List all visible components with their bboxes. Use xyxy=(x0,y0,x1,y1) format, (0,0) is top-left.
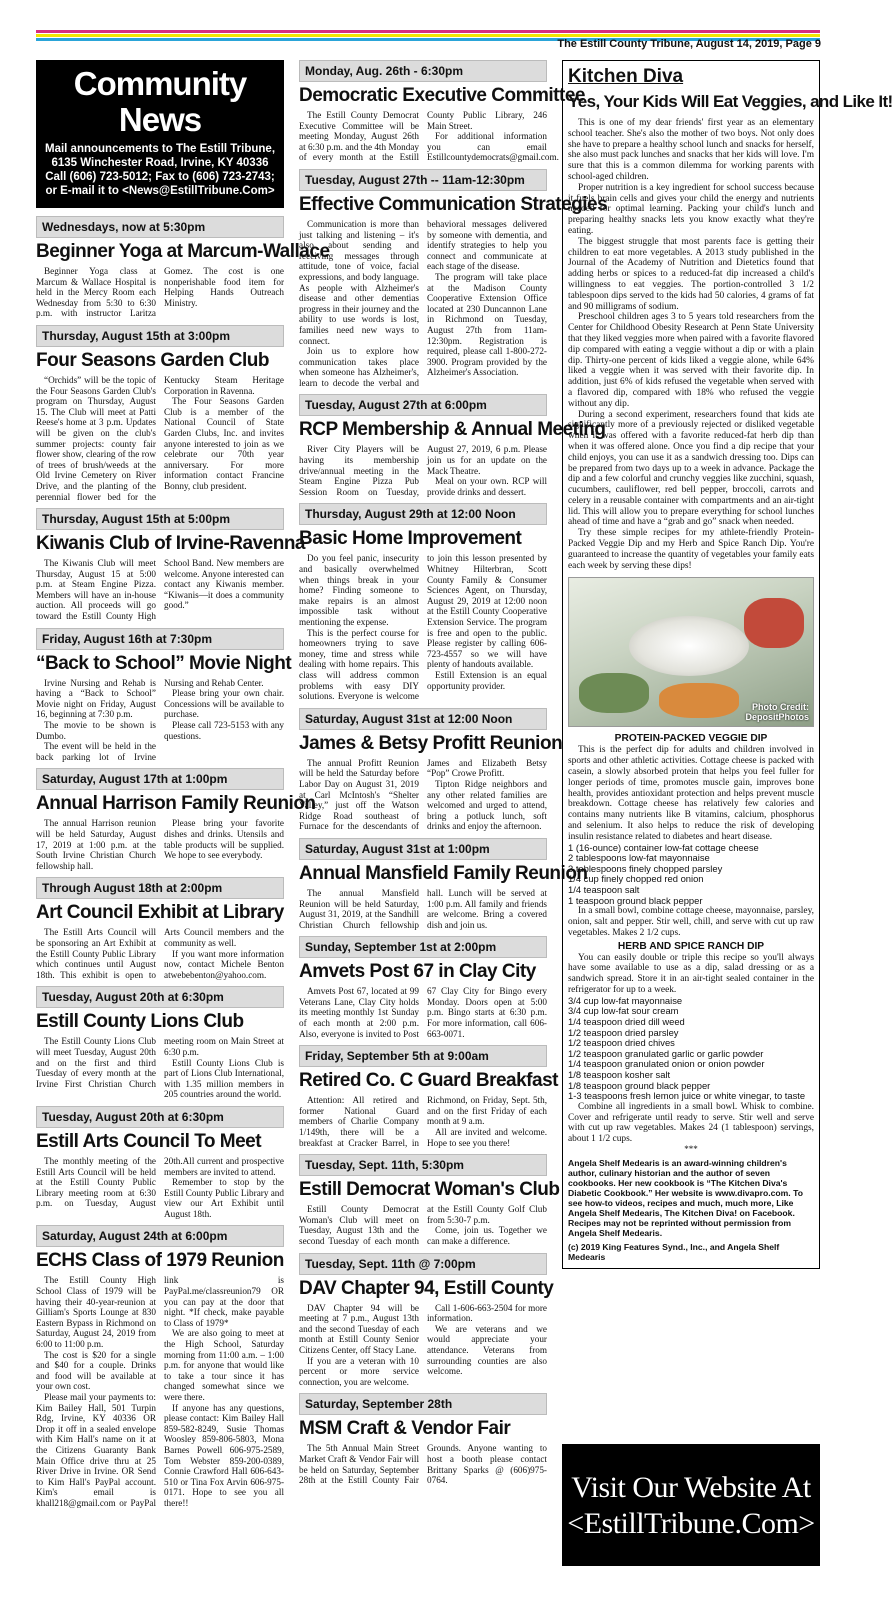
event-paragraph: We are veterans and we would appreciate your attendance. Veterans from surrounding counties are also welcome. xyxy=(427,1323,547,1377)
event-date-band: Tuesday, August 20th at 6:30pm xyxy=(36,986,284,1008)
recipe1-ingredients xyxy=(568,843,814,907)
event-paragraph: Estill County Lions Club is part of Lions Club International, with 1.35 million members in 205 countries around the world. xyxy=(164,1057,284,1100)
ingredient-item: 1 teaspoon ground black pepper xyxy=(568,894,703,906)
event-body xyxy=(299,758,547,832)
event-paragraph: Irvine Nursing and Rehab is having a “Back to School” Movie night on Friday, August 16, beginning at 7:30 p.m. xyxy=(36,677,156,720)
event-body xyxy=(299,1303,547,1388)
event-date-band: Saturday, September 28th xyxy=(299,1393,547,1415)
recipe2-intro: You can easily double or triple this recipe so you'll always have some available to use as a dip, salad dressing or as a sandwich spread. Store it in an air-tight sealed container in the refrigerator for up to a week. xyxy=(568,952,814,995)
event-body xyxy=(36,375,284,502)
event-headline: ECHS Class of 1979 Reunion xyxy=(36,1250,284,1272)
event-paragraph: “Orchids” will be the topic of the Four Seasons Garden Club's program on Thursday, August 15. The Club will meet at Patti Reese's home at 3 p.m. Updates will be given on the club's summer projects: county fair flower show, clearing of the row of trees of brush/weeds at the Old Irvine Cemetery on River Drive, and the planting of the perennial flower bed for the Kentucky Steam Heritage Corporation in Ravenna. xyxy=(36,374,284,502)
ingredient-item: 1/8 teaspoon ground black pepper xyxy=(568,1079,711,1091)
community-news-title: Community News xyxy=(73,65,247,138)
event-headline: Annual Mansfield Family Reunion xyxy=(299,862,588,884)
event-paragraph: Do you feel panic, insecurity and basically overwhelmed when things break in your home? Finding someone to make repairs is an almost impossible task without mentioning the expense. xyxy=(299,553,419,627)
event-item xyxy=(299,1393,547,1485)
event-paragraph: All are invited and welcome. Hope to see you there! xyxy=(427,1127,547,1148)
ingredient-item: 1/8 teaspoon kosher salt xyxy=(568,1068,671,1080)
event-date-band: Thursday, August 15th at 5:00pm xyxy=(36,508,284,530)
event-body xyxy=(299,1443,547,1485)
intro-paragraph: This is one of my dear friends' first year as an elementary school teacher. She's also the mother of two boys. Not only does she have to prepare a healthy school lunch and snacks for herself, she also must pack lunches and snacks that her kids will love. I'm sure that this is a common dilemma for working parents with school-aged children. xyxy=(568,118,814,182)
event-item xyxy=(299,60,585,163)
kitchen-diva-intro xyxy=(568,118,814,571)
event-item xyxy=(36,216,330,319)
event-headline: Retired Co. C Guard Breakfast xyxy=(299,1070,558,1092)
event-paragraph: The Estill County Lions Club will meet Tuesday, August 20th and on the first and third Tuesday of every month at the Irvine First Christian Church meeting room on Main Street at 6:30 p.m. xyxy=(36,1036,284,1089)
event-item xyxy=(299,1253,554,1388)
event-paragraph: The annual Mansfield Reunion will be held Saturday, August 31, 2019, at the Sandhill Christian Church fellowship hall. Lunch will be served at 1:00 p.m. All family and friends are welcome. Bring a covered dish and join us. xyxy=(299,887,547,930)
event-headline: Democratic Executive Committee xyxy=(299,85,585,106)
event-item xyxy=(299,838,588,930)
event-paragraph: Please mail your payments to: Kim Bailey Hall, 501 Turpin Rdg, Irvine, KY 40336 OR Drop it off in a sealed envelope with Kim Hall's name on it at the Citizens Guaranty Bank Main Office drive thru at 25 River Drive in Irvine. OR Send to Kim Hall's PayPal account. Kim's email is khall218@gmail.com or PayPal link is PayPal.me/classreunion79 OR you can pay at the door that night. *If check, make payable to Class of 1979* xyxy=(36,1275,284,1508)
event-paragraph: Call 1-606-663-2504 for more information. xyxy=(427,1302,547,1324)
event-item xyxy=(299,708,563,832)
event-paragraph: The Estill Arts Council will be sponsoring an Art Exhibit at the Estill County Public Library which continues until August 18th. This exhibit is open to Arts Council members and the community as well. xyxy=(36,927,284,980)
event-paragraph: Join us to explore how communication takes place when someone has Alzheimer's, learn to decode the verbal and behavioral messages delivered by someone with dementia, and identify strategies to help you connect and communicate at each stage of the disease. xyxy=(299,218,547,388)
ingredient-item: 3 tablespoons finely chopped parsley xyxy=(568,862,723,874)
event-paragraph: Estill Extension is an equal opportunity provider. xyxy=(427,669,547,691)
event-item xyxy=(36,986,284,1100)
event-paragraph: The event will be held in the back parking lot of Irvine Nursing and Rehab Center. xyxy=(36,677,264,762)
event-date-band: Saturday, August 17th at 1:00pm xyxy=(36,768,284,790)
event-date-band: Tuesday, August 27th -- 11am-12:30pm xyxy=(299,169,547,191)
event-paragraph: The annual Harrison reunion will be held Saturday, August 17, 2019 at 1:00 p.m. at the South Irvine Christian Church fellowship hall. xyxy=(36,818,156,871)
event-paragraph: The Kiwanis Club will meet Thursday, August 15 at 5:00 p.m. at Steam Engine Pizza. Members will have an in-house auction. All proceeds will go toward the Estill County High School Band. New members are welcome. Anyone interested can contact any Kiwanis member. “Kiwanis—it does a community good.” xyxy=(36,558,284,622)
photo-credit: Photo Credit: DepositPhotos xyxy=(745,702,809,723)
ingredient-item: 1/2 teaspoon dried chives xyxy=(568,1037,675,1049)
event-headline: Annual Harrison Family Reunion xyxy=(36,793,316,815)
event-paragraph: Tipton Ridge neighbors and any other related families are welcomed and urged to attend, bring a potluck lunch, soft drinks and enjoy the afternoon. xyxy=(427,778,547,832)
kitchen-diva-box xyxy=(562,60,893,1269)
event-body xyxy=(299,219,547,389)
event-headline: Four Seasons Garden Club xyxy=(36,349,269,371)
page-line: The Estill County Tribune, August 14, 2019, Page 9 xyxy=(557,38,821,50)
event-date-band: Friday, August 16th at 7:30pm xyxy=(36,628,284,650)
event-paragraph: Please bring your own chair. Concessions will be available to purchase. xyxy=(164,688,284,720)
left-column xyxy=(36,60,330,1515)
event-date-band: Tuesday, Sept. 11th @ 7:00pm xyxy=(299,1253,547,1275)
event-paragraph: If you want more information now, contact Michele Benton atwebebenton@yahoo.com. xyxy=(164,948,284,980)
event-item xyxy=(299,503,547,701)
event-date-band: Through August 18th at 2:00pm xyxy=(36,877,284,899)
event-headline: Estill Arts Council To Meet xyxy=(36,1130,262,1152)
copyright: (c) 2019 King Features Synd., Inc., and Angela Shelf Medearis xyxy=(568,1241,780,1262)
ingredient-item: 1/4 teaspoon granulated onion or onion powder xyxy=(568,1058,765,1070)
event-paragraph: Communication is more than just talking and listening – it's also about sending and receiving messages through attitude, tone of voice, facial expressions, and body language. As people with Alzheimer's disease and other dementias progress in their journey and the ability to use words is lost, families need new ways to connect. xyxy=(299,218,419,346)
ingredient-item: 1/2 teaspoon dried parsley xyxy=(568,1026,679,1038)
ingredient-item: 1 (16-ounce) container low-fat cottage cheese xyxy=(568,841,759,853)
left-events xyxy=(36,216,330,1509)
event-paragraph: Meal on your own. RCP will provide drinks and dessert. xyxy=(427,476,547,497)
event-item xyxy=(36,325,284,502)
author-bio: Angela Shelf Medearis is an award-winning children's author, culinary historian and the author of seven cookbooks. Her new cookbook is “The Kitchen Diva's Diabetic Cookbook.” Her website is www.divapro.com. To see how-to videos, recipes and much, much more, Like Angela Shelf Medearis, The Kitchen Diva! on Facebook. Recipes may not be reprinted without permission from Angela Shelf Medearis. xyxy=(568,1157,803,1238)
event-paragraph: The 5th Annual Main Street Market Craft & Vendor Fair will be held on Saturday, September 28th at the Estill County Fair Grounds. Anyone wanting to host a booth please contact Brittany Sparks @ (606)975-0764. xyxy=(299,1443,547,1486)
event-date-band: Tuesday, Sept. 11th, 5:30pm xyxy=(299,1154,547,1176)
recipe1-directions: In a small bowl, combine cottage cheese, mayonnaise, parsley, onion, salt and pepper. Stir well, chill, and serve with cut up raw vegetables. Makes 2 1/2 cups. xyxy=(568,906,814,938)
event-paragraph: DAV Chapter 94 will be meeting at 7 p.m., August 13th and the second Tuesday of each month at Estill County Senior Citizens Center, off Stacy Lane. xyxy=(299,1302,419,1355)
event-body xyxy=(36,558,284,622)
event-paragraph: The movie to be shown is Dumbo. xyxy=(36,720,156,741)
event-date-band: Thursday, August 15th at 3:00pm xyxy=(36,325,284,347)
event-paragraph: Attention: All retired and former National Guard members of Charlie Company 1/149th, there will be a breakfast at Cracker Barrel, in Richmond, on Friday, Sept. 5th, and on the first Friday of each month at 9 a.m. xyxy=(299,1095,547,1148)
ingredient-item: 2 tablespoons low-fat mayonnaise xyxy=(568,852,710,864)
dip-bowl xyxy=(629,616,749,676)
event-headline: Art Council Exhibit at Library xyxy=(36,902,284,924)
event-paragraph: For additional information you can email Estillcountydemocrats@gmail.com. xyxy=(427,131,559,163)
event-date-band: Tuesday, August 20th at 6:30pm xyxy=(36,1106,284,1128)
event-body xyxy=(299,553,547,701)
event-item xyxy=(299,936,547,1039)
event-paragraph: Please call 723-5153 with any questions. xyxy=(164,720,284,741)
event-date-band: Wednesdays, now at 5:30pm xyxy=(36,216,284,238)
event-headline: DAV Chapter 94, Estill County xyxy=(299,1277,554,1299)
event-body xyxy=(36,818,284,871)
event-item xyxy=(36,628,292,763)
event-body xyxy=(36,266,284,319)
event-body xyxy=(299,444,547,497)
event-item xyxy=(36,508,305,622)
ingredient-item: 1/2 teaspoon granulated garlic or garlic powder xyxy=(568,1047,764,1059)
event-date-band: Friday, September 5th at 9:00am xyxy=(299,1045,547,1067)
event-paragraph: If anyone has any questions, please contact: Kim Bailey Hall 859-582-8249, Susie Thomas Woosley 859-806-5803, Mona Barnes Powell 606-975-2589, Tom Webster 859-200-0389, Connie Crawford Hall 606-643-510 or Tina Fox Arvin 606-975-0171. Hope to see you all there!! xyxy=(164,1402,284,1508)
event-item xyxy=(36,1106,284,1220)
event-body xyxy=(36,1036,284,1100)
mail-info: Mail announcements to The Estill Tribune, 6135 Winchester Road, Irvine, KY 40336 Call (606) 723-5012; Fax to (606) 723-2743; or E-mail it to <News@EstillTribune.Com> xyxy=(44,143,276,197)
ingredient-item: 1/4 teaspoon dried dill weed xyxy=(568,1015,685,1027)
intro-paragraph: During a second experiment, researchers found that kids ate significantly more of a previously rejected or disliked vegetable when it was offered with a favorite reduced-fat herb dip than when it was offered alone. Once you find a dip recipe that your child enjoys, you can use it as a sandwich dressing too. Dips can be prepared from two days up to a week in advance. Package the dip and a few colorful and crunchy veggies like zucchini, squash, cucumbers, cauliflower, red bell pepper, broccoli, carrots and celery in a reusable container with compartments and an air-tight lid. This will allow you to prepare everything for school lunches ahead of time and have a “grab and go” snack when needed. xyxy=(568,409,814,528)
event-paragraph: The Four Seasons Garden Club is a member of the National Council of State Garden Clubs, Inc. and invites anyone interested to join as we celebrate our 70th year anniversary. For more information contact Francine Bonny, club president. xyxy=(164,396,284,491)
right-column xyxy=(562,60,893,1269)
event-date-band: Thursday, August 29th at 12:00 Noon xyxy=(299,503,547,525)
event-paragraph: Beginner Yoga class at Marcum & Wallace Hospital is held in the Mercy Room each Wednesday from 5:30 to 6:30 p.m. with instructor Laritza Gomez. The cost is one nonperishable food item for Helping Hands Outreach Ministry. xyxy=(36,266,284,319)
event-date-band: Saturday, August 31st at 1:00pm xyxy=(299,838,547,860)
event-headline: Estill County Lions Club xyxy=(36,1011,244,1033)
event-headline: Effective Communication Strategies xyxy=(299,193,608,215)
event-date-band: Sunday, September 1st at 2:00pm xyxy=(299,936,547,958)
event-paragraph: The Estill County Democrat Executive Committee will be meeting Monday, August 26th at 6:30 p.m. and the 4th Monday of every month at the Estill County Public Library, 246 Main Street. xyxy=(299,110,547,163)
event-date-band: Monday, Aug. 26th - 6:30pm xyxy=(299,60,547,82)
separator-stars: *** xyxy=(684,1143,698,1154)
recipe2-ingredients xyxy=(568,996,814,1102)
event-headline: Amvets Post 67 in Clay City xyxy=(299,961,536,983)
event-body xyxy=(36,678,284,763)
intro-paragraph: Preschool children ages 3 to 5 years told researchers from the Center for Childhood Obesity Research at Penn State University that they liked veggies more when paired with a favorite flavored dip compared with eating a veggie without a dip or with a plain dip. Thirty-one percent of kids liked a veggie alone, while 64% liked a veggie when it was served with their favorite dip. In addition, just 6% of kids refused the vegetable when served with a flavored dip, compared with 18% who refused the veggie without any dip. xyxy=(568,312,814,409)
event-paragraph: The monthly meeting of the Estill Arts Council will be held at the Estill County Public Library meeting room at 6:30 p.m. on Tuesday, August 20th.All current and prospective members are invited to attend. xyxy=(36,1155,284,1209)
event-paragraph: Come, join us. Together we can make a difference. xyxy=(427,1225,547,1246)
ingredient-item: 1/4 teaspoon salt xyxy=(568,884,640,896)
ingredient-item: 1/4 cup finely chopped red onion xyxy=(568,873,704,885)
event-paragraph: The annual Profitt Reunion will be held the Saturday before Labor Day on August 31, 2019 at Carl McIntosh's “Shelter Valley,” just off the Watson Ridge Road southeast of Furnace for the descendants of James and Elizabeth Betsy “Pop” Crowe Profitt. xyxy=(299,757,547,832)
event-headline: James & Betsy Profitt Reunion xyxy=(299,732,563,754)
event-headline: MSM Craft & Vendor Fair xyxy=(299,1418,511,1440)
event-paragraph: This is the perfect course for homeowners trying to save money, time and stress while dealing with home repairs. This class will address common problems with easy DIY solutions. Everyone is welcome to join this lesson presented by Whitney Hilterbran, Scott County Family & Consumer Sciences Agent, on Thursday, August 29, 2019 at 12:00 noon at the Estill County Cooperative Extension Service. The program is free and open to the public. Please register by calling 606-723-4557 so we will have plenty of handouts available. xyxy=(299,553,547,702)
kitchen-diva-name: Kitchen Diva xyxy=(568,66,684,87)
event-headline: Basic Home Improvement xyxy=(299,528,522,550)
event-item xyxy=(299,169,608,389)
carrot-shape xyxy=(659,683,739,718)
recipe1-title: PROTEIN-PACKED VEGGIE DIP xyxy=(614,733,768,745)
ingredient-item: 1-3 teaspoons fresh lemon juice or white vinegar, to taste xyxy=(568,1090,806,1102)
event-paragraph: We are also going to meet at the High School, Saturday morning from 11:00 a.m. – 1:00 p.m. for anyone that would like to take a tour since it has changed somewhat since we were there. xyxy=(164,1328,284,1402)
broccoli-shape xyxy=(579,673,649,713)
event-paragraph: Please bring your favorite dishes and drinks. Utensils and table products will be supplied. We hope to see everybody. xyxy=(164,818,284,861)
event-date-band: Tuesday, August 27th at 6:00pm xyxy=(299,394,547,416)
veggie-dip-photo xyxy=(568,577,814,727)
event-headline: “Back to School” Movie Night xyxy=(36,652,292,674)
visit-website-box xyxy=(562,1444,820,1566)
event-paragraph: Amvets Post 67, located at 99 Veterans Lane, Clay City holds its meeting monthly 1st Sunday of each month at 2:00 p.m. Also, everyone is invited to Post 67 Clay City for Bingo every Monday. Doors open at 5:00 p.m. Bingo starts at 6:30 p.m. For more information, call 606-663-0071. xyxy=(299,986,547,1039)
event-body xyxy=(36,1156,284,1220)
event-date-band: Saturday, August 31st at 12:00 Noon xyxy=(299,708,547,730)
ingredient-item: 3/4 cup low-fat sour cream xyxy=(568,1005,679,1017)
event-paragraph: The Estill County High School Class of 1979 will be having their 40-year-reunion at Gilliam's Sports Lounge at 830 Eastern Bypass in Richmond on Saturday, August 24, 2019 from 6:00 to 11:00 p.m. xyxy=(36,1275,156,1350)
event-body xyxy=(299,1095,547,1148)
event-body xyxy=(299,110,559,163)
event-headline: Estill Democrat Woman's Club xyxy=(299,1179,560,1201)
event-paragraph: The program will take place at the Madison County Cooperative Extension Office located at 230 Duncannon Lane in Richmond on Tuesday, August 27th from 11am-12:30pm. Registration is required, please call 1-800-272-3900. Program provided by the Alzheimer's Association. xyxy=(427,271,547,378)
event-item xyxy=(299,394,606,497)
intro-paragraph: Proper nutrition is a key ingredient for school success because it fuels brain cells and gives your child the energy and nutrients needed for optimal learning. Packing your child's lunch and preparing healthy snacks lets you know exactly what they're eating. xyxy=(568,182,814,236)
event-body xyxy=(299,1204,547,1246)
event-body xyxy=(36,927,284,980)
event-paragraph: Estill County Democrat Woman's Club will meet on Tuesday, August 13th and the second Tuesday of each month at the Estill County Golf Club from 5:30-7 p.m. xyxy=(299,1204,547,1246)
event-paragraph: River City Players will be having its membership drive/annual meeting in the Steam Engine Pizza Pub Session Room on Tuesday, August 27, 2019, 6 p.m. Please join us for an update on the Mack Theatre. xyxy=(299,444,547,497)
recipe2-directions: Combine all ingredients in a small bowl. Whisk to combine. Cover and refrigerate until ready to serve. Stir well and serve with cut up raw vegetables. Makes 24 (1 tablespoon) servings, about 1 1/2 cups. xyxy=(568,1101,814,1145)
event-paragraph: The cost is $20 for a single and $40 for a couple. Drinks and food will be available at your own cost. xyxy=(36,1349,156,1392)
event-item xyxy=(299,1154,560,1246)
ingredient-item: 3/4 cup low-fat mayonnaise xyxy=(568,994,683,1006)
recipe2-title: HERB AND SPICE RANCH DIP xyxy=(617,940,765,952)
event-body xyxy=(299,986,547,1039)
community-news-box xyxy=(36,60,284,208)
event-item xyxy=(36,768,316,871)
event-paragraph: If you are a veteran with 10 percent or more service connection, you are welcome. xyxy=(299,1355,419,1387)
event-headline: Kiwanis Club of Irvine-Ravenna xyxy=(36,533,305,555)
visit-line-1: Visit Our Website At xyxy=(571,1471,811,1504)
event-headline: Beginner Yoga at Marcum-Wallace xyxy=(36,241,330,262)
event-headline: RCP Membership & Annual Meeting xyxy=(299,419,606,441)
event-item xyxy=(36,877,284,980)
pepper-shape xyxy=(744,598,804,648)
visit-line-2: <EstillTribune.Com> xyxy=(567,1507,815,1540)
intro-paragraph: Try these simple recipes for my athlete-friendly Protein-Packed Veggie Dip and my Herb and Spice Ranch Dip. You're guaranteed to increase the quantity of vegetables your family eats each week by serving these dips! xyxy=(568,528,814,571)
event-item xyxy=(299,1045,558,1148)
intro-paragraph: The biggest struggle that most parents face is getting their children to eat more vegetables. A 2013 study published in the Journal of the Academy of Nutrition and Dietetics found that adding herbs or spices to a reduced-fat dip increased a child's willingness to eat veggies. The portion-controlled 3 1/2 tablespoon dips served to the kids had 50 calories, 4 grams of fat and 90 milligrams of sodium. xyxy=(568,236,814,312)
event-paragraph: Remember to stop by the Estill County Public Library and view our Art Exhibit until August 18th. xyxy=(164,1177,284,1219)
event-date-band: Saturday, August 24th at 6:00pm xyxy=(36,1225,284,1247)
recipe1-intro: This is the perfect dip for adults and children involved in sports and other athletic activities. Cottage cheese is packed with casein, a slowly absorbed protein that helps you feel fuller for longer periods of time, promotes muscle gain, improves bone health, provides antioxidant protection and helps prevent muscle breakdown. Cottage cheese has relatively few calories and contains many nutrients like B vitamins, calcium, phosphorus and selenium. It also helps to reduce the risk of developing insulin resistance related to diabetes and heart disease. xyxy=(568,745,814,842)
event-item xyxy=(36,1225,284,1508)
event-body xyxy=(36,1275,284,1508)
kitchen-diva-title: Yes, Your Kids Will Eat Veggies, and Like It! xyxy=(568,92,893,111)
event-body xyxy=(299,888,547,930)
